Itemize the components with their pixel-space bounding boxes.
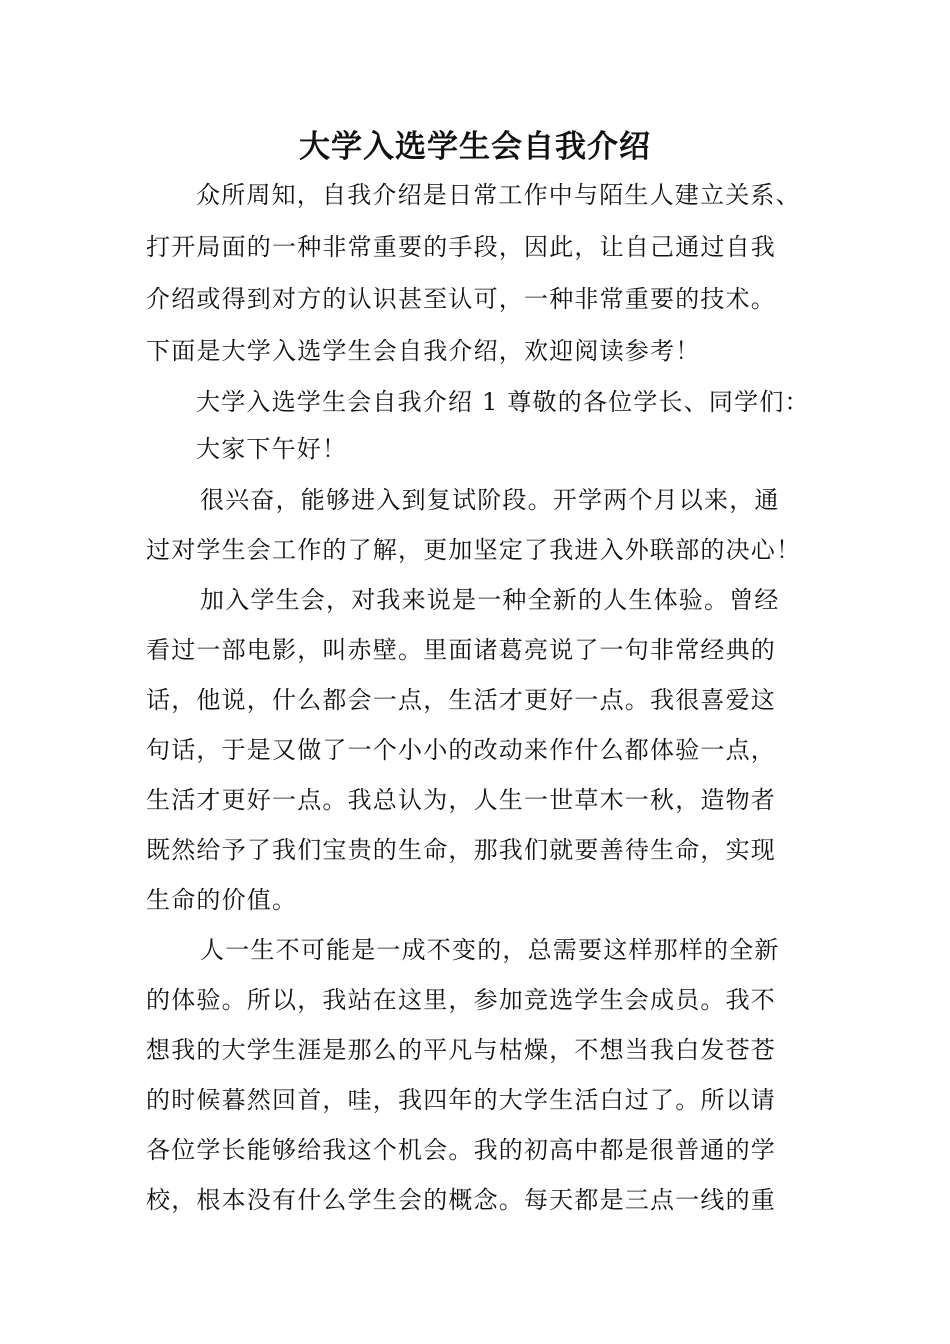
text-line: 想我的大学生涯是那么的平凡与枯燥，不想当我白发苍苍 [146, 1036, 776, 1064]
text-line: 校，根本没有什么学生会的概念。每天都是三点一线的重 [146, 1186, 776, 1214]
text-line: 既然给予了我们宝贵的生命，那我们就要善待生命，实现 [146, 836, 776, 864]
text-line: 看过一部电影，叫赤壁。里面诸葛亮说了一句非常经典的 [146, 636, 776, 664]
document-title: 大学入选学生会自我介绍 [299, 129, 651, 165]
text-line: 人一生不可能是一成不变的，总需要这样那样的全新 [200, 936, 780, 964]
text-line: 介绍或得到对方的认识甚至认可，一种非常重要的技术。 [146, 285, 776, 313]
text-line: 大家下午好！ [196, 435, 348, 463]
text-line: 加入学生会，对我来说是一种全新的人生体验。曾经 [200, 586, 780, 614]
text-line: 很兴奋，能够进入到复试阶段。开学两个月以来，通 [200, 486, 780, 514]
text-line: 大学入选学生会自我介绍 1 尊敬的各位学长、同学们： [196, 388, 810, 416]
text-line: 生命的价值。 [146, 886, 298, 914]
text-line: 众所周知，自我介绍是日常工作中与陌生人建立关系、 [196, 181, 801, 209]
text-line: 下面是大学入选学生会自我介绍，欢迎阅读参考！ [146, 337, 701, 365]
text-line: 的时候暮然回首，哇，我四年的大学生活白过了。所以请 [146, 1086, 776, 1114]
text-line: 过对学生会工作的了解，更加坚定了我进入外联部的决心！ [146, 536, 802, 564]
text-line: 生活才更好一点。我总认为，人生一世草木一秋，造物者 [146, 786, 776, 814]
text-line: 句话，于是又做了一个小小的改动来作什么都体验一点， [146, 736, 776, 764]
text-line: 的体验。所以，我站在这里，参加竞选学生会成员。我不 [146, 986, 776, 1014]
text-line: 话，他说，什么都会一点，生活才更好一点。我很喜爱这 [146, 686, 776, 714]
text-line: 各位学长能够给我这个机会。我的初高中都是很普通的学 [146, 1136, 776, 1164]
text-line: 打开局面的一种非常重要的手段，因此，让自己通过自我 [146, 233, 776, 261]
